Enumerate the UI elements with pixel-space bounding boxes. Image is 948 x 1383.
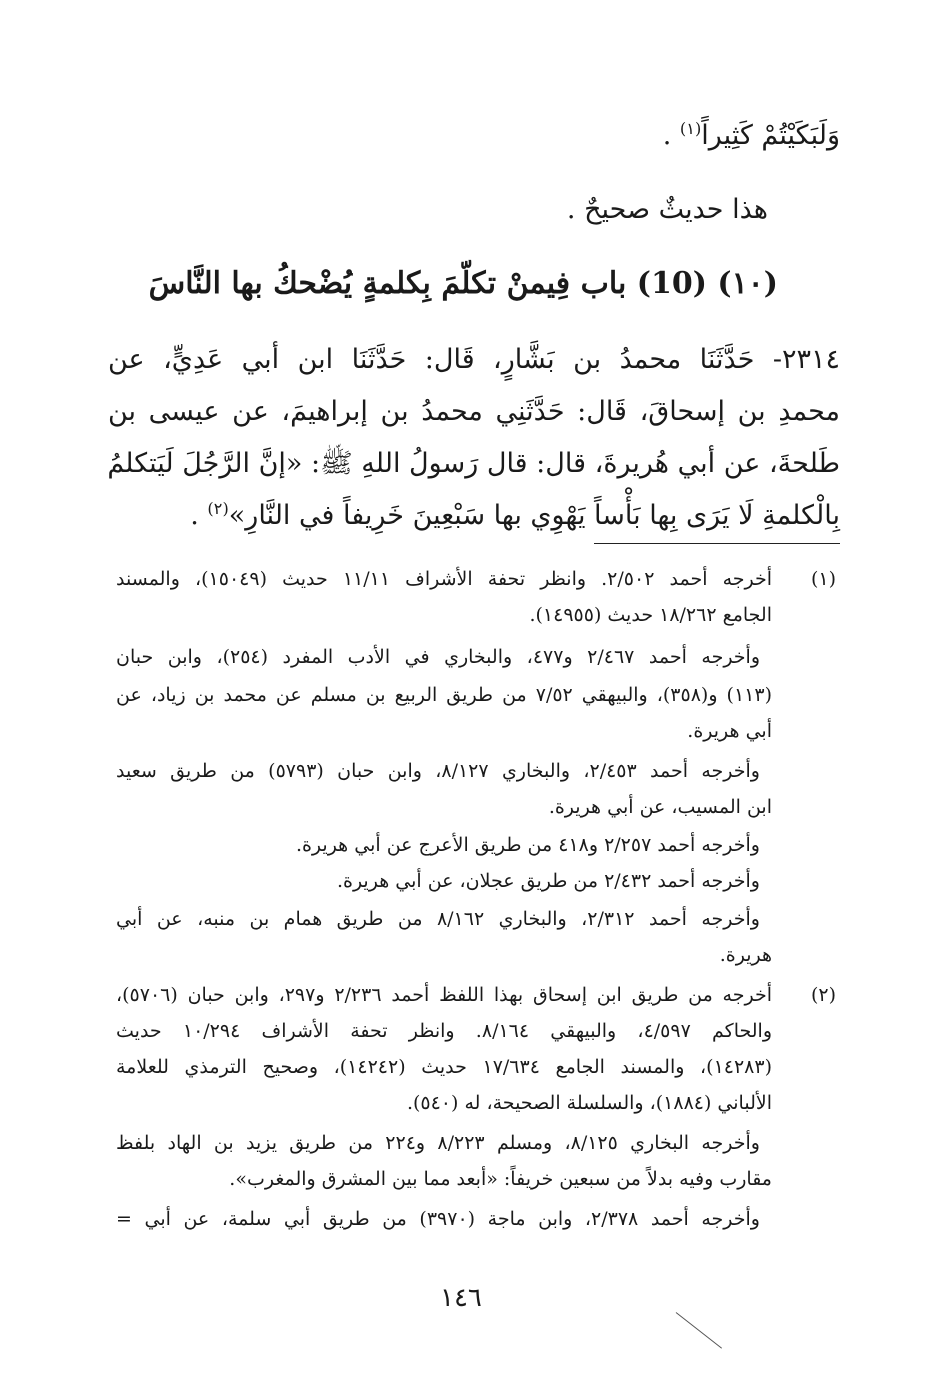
footnote-number-2: (٢) <box>810 984 836 1006</box>
hadith-line: ٢٣١٤- حَدَّثَنَا محمدُ بن بَشَّارٍ، قَال: حَدَّثَنَا ابن أبي عَدِيٍّ، عن <box>108 344 840 375</box>
footnote-line: هريرة. <box>719 944 772 966</box>
footnote-line: وأخرجه أحمد ٢/٤٣٢ من طريق عجلان، عن أبي هريرة. <box>336 870 760 892</box>
verse-text: وَلَبَكَيْتُمْ كَثِيراً <box>701 120 840 151</box>
hadith-last-line <box>108 496 840 536</box>
hadith-end-mark: . <box>190 500 208 531</box>
footnote-line: (١٤٢٨٣)، والمسند الجامع ١٧/٦٣٤ حديث (١٤٢٤٢)، وصحيح الترمذي للعلامة <box>116 1056 773 1078</box>
footnote-line: ابن المسيب، عن أبي هريرة. <box>548 796 772 818</box>
verse-end-mark: . <box>662 120 680 151</box>
footnote-line: أخرجه أحمد ٢/٥٠٢. وانظر تحفة الأشراف ١١/١١ حديث (١٥٠٤٩)، والمسند <box>116 568 773 590</box>
footnote-line: وأخرجه أحمد ٢/٤٦٧ و٤٧٧، والبخاري في الأدب المفرد (٢٥٤)، وابن حبان <box>116 646 760 668</box>
chapter-heading: (١٠) (10) باب فِيمنْ تكلّمَ بِكلمةٍ يُضْحكُ بها النَّاسَ <box>148 266 778 301</box>
footnote-number-1: (١) <box>810 568 836 590</box>
hadith-text: بِالْكلمةِ لَا يَرَى بِها بَأْساً يَهْوِي بها سَبْعِينَ خَرِيفاً في النَّارِ» <box>228 500 840 531</box>
verse-continuation <box>663 114 840 158</box>
footnote-line: مقارب وفيه بدلاً من سبعين خريفاً: «أبعد مما بين المشرق والمغرب». <box>229 1168 772 1190</box>
footnote-line: وأخرجه أحمد ٢/٤٥٣، والبخاري ٨/١٢٧، وابن حبان (٥٧٩٣) من طريق سعيد <box>116 760 760 782</box>
hadith-line: طَلحةَ، عن أبي هُريرةَ، قال: قال رَسولُ اللهِ ﷺ: «إنَّ الرَّجُلَ لَيَتكلمُ <box>107 448 840 479</box>
page-number: ١٤٦ <box>440 1283 482 1313</box>
footnote-line: وأخرجه أحمد ٢/٢٥٧ و٤١٨ من طريق الأعرج عن أبي هريرة. <box>295 834 760 856</box>
footnote-line: وأخرجه أحمد ٢/٣١٢، والبخاري ٨/١٦٢ من طريق همام بن منبه، عن أبي <box>116 908 760 930</box>
footnote-line: وأخرجه أحمد ٢/٣٧٨، وابن ماجة (٣٩٧٠) من طريق أبي سلمة، عن أبي = <box>116 1208 760 1230</box>
hadith-line: محمدِ بن إسحاقَ، قَال: حَدَّثَنِي محمدُ بن إبراهيمَ، عن عيسى بن <box>108 396 840 427</box>
footnote-line: (١١٣) و(٣٥٨)، والبيهقي ٧/٥٢ من طريق الربيع بن مسلم عن محمد بن زياد، عن <box>116 684 772 706</box>
footnote-divider <box>594 543 840 544</box>
footnote-line: والحاكم ٤/٥٩٧، والبيهقي ٨/١٦٤. وانظر تحفة الأشراف ١٠/٢٩٤ حديث <box>116 1020 772 1042</box>
footnote-line: أبي هريرة. <box>687 720 772 742</box>
footnote-line: وأخرجه البخاري ٨/١٢٥، ومسلم ٨/٢٢٣ و٢٢٤ من طريق يزيد بن الهاد بلفظ <box>116 1132 760 1154</box>
hadith-grade: هذا حديثٌ صحيحٌ . <box>566 194 768 225</box>
footnote-ref-2: (٢) <box>207 499 229 518</box>
footnote-line: الألباني (١٨٨٤)، والسلسلة الصحيحة، له (٥٤٠). <box>406 1092 772 1114</box>
footnote-ref-1: (١) <box>679 119 702 138</box>
footnote-line: الجامع ١٨/٢٦٢ حديث (١٤٩٥٥). <box>529 604 772 626</box>
scan-mark <box>676 1312 722 1348</box>
footnote-line: أخرجه من طريق ابن إسحاق بهذا اللفظ أحمد ٢/٢٣٦ و٢٩٧، وابن حبان (٥٧٠٦)، <box>116 984 772 1006</box>
